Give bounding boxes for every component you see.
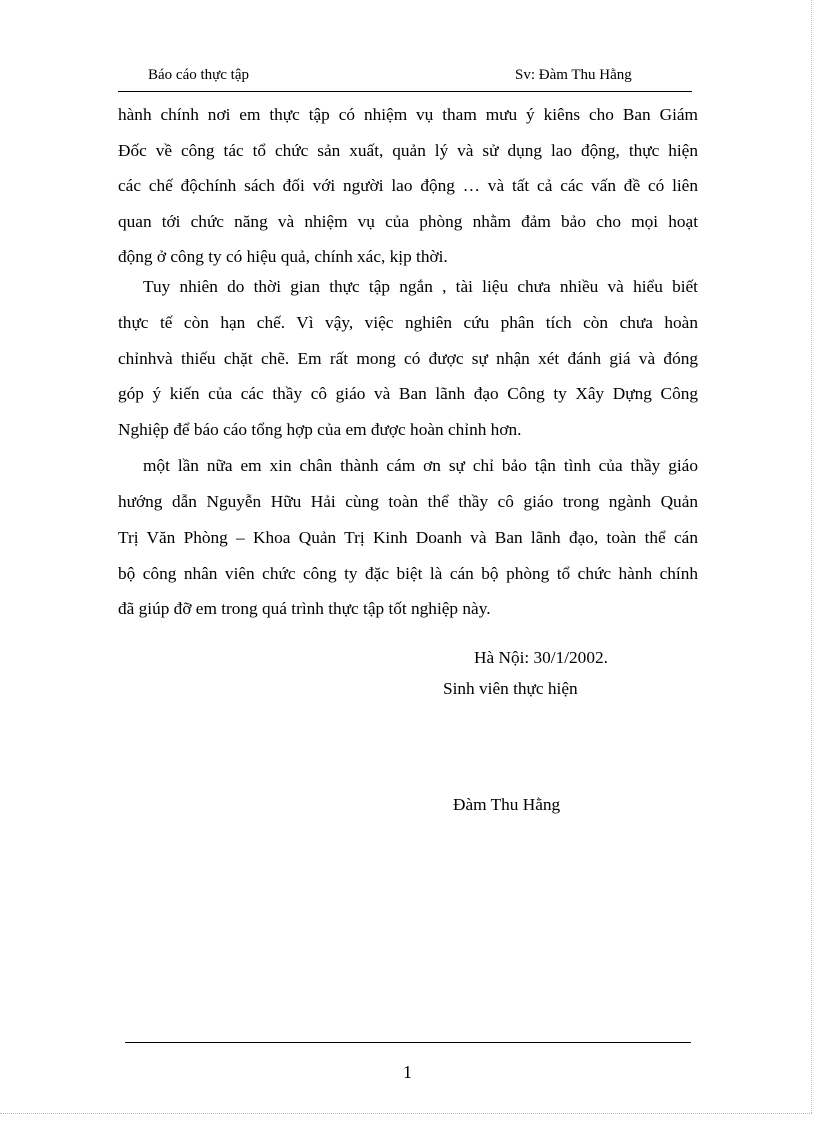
text-line: các chế độchính sách đối với người lao động … và tất cả các vấn đề có liên bbox=[118, 176, 698, 195]
header-right: Sv: Đàm Thu Hằng bbox=[515, 67, 632, 83]
header-rule bbox=[118, 91, 692, 92]
text-line: Nghiệp để báo cáo tổng hợp của em được hoàn chỉnh hơn. bbox=[118, 420, 522, 439]
text-line: bộ công nhân viên chức công ty đặc biệt là cán bộ phòng tổ chức hành chính bbox=[118, 564, 698, 583]
header-left: Báo cáo thực tập bbox=[148, 67, 250, 83]
page-number: 1 bbox=[403, 1062, 412, 1082]
text-line: Tuy nhiên do thời gian thực tập ngắn , tài liệu chưa nhiều và hiểu biết bbox=[143, 277, 698, 296]
text-line: một lần nữa em xin chân thành cám ơn sự chỉ bảo tận tình của thầy giáo bbox=[143, 456, 698, 475]
footer-rule bbox=[125, 1042, 691, 1043]
text-line: Đốc về công tác tổ chức sản xuất, quản lý và sử dụng lao động, thực hiện bbox=[118, 141, 698, 160]
signer-role: Sinh viên thực hiện bbox=[443, 679, 578, 698]
text-line: hành chính nơi em thực tập có nhiệm vụ tham mưu ý kiêns cho Ban Giám bbox=[118, 105, 698, 124]
text-line: Trị Văn Phòng – Khoa Quản Trị Kinh Doanh và Ban lãnh đạo, toàn thể cán bbox=[118, 528, 698, 547]
signer-name: Đàm Thu Hằng bbox=[453, 795, 561, 814]
text-line: động ở công ty có hiệu quả, chính xác, kịp thời. bbox=[118, 247, 448, 266]
text-line: đã giúp đỡ em trong quá trình thực tập tốt nghiệp này. bbox=[118, 599, 491, 618]
page-border-bottom bbox=[0, 1113, 812, 1114]
text-line: quan tới chức năng và nhiệm vụ của phòng nhằm đảm bảo cho mọi hoạt bbox=[118, 212, 698, 231]
place-date: Hà Nội: 30/1/2002. bbox=[474, 648, 608, 667]
text-line: góp ý kiến của các thầy cô giáo và Ban lãnh đạo Công ty Xây Dựng Công bbox=[118, 384, 698, 403]
text-line: hướng dẫn Nguyễn Hữu Hải cùng toàn thể thầy cô giáo trong ngành Quản bbox=[118, 492, 698, 511]
text-line: chỉnhvà thiếu chặt chẽ. Em rất mong có được sự nhận xét đánh giá và đóng bbox=[118, 349, 698, 368]
text-line: thực tế còn hạn chế. Vì vậy, việc nghiên cứu phân tích còn chưa hoàn bbox=[118, 313, 698, 332]
page-border-right bbox=[811, 0, 812, 1113]
